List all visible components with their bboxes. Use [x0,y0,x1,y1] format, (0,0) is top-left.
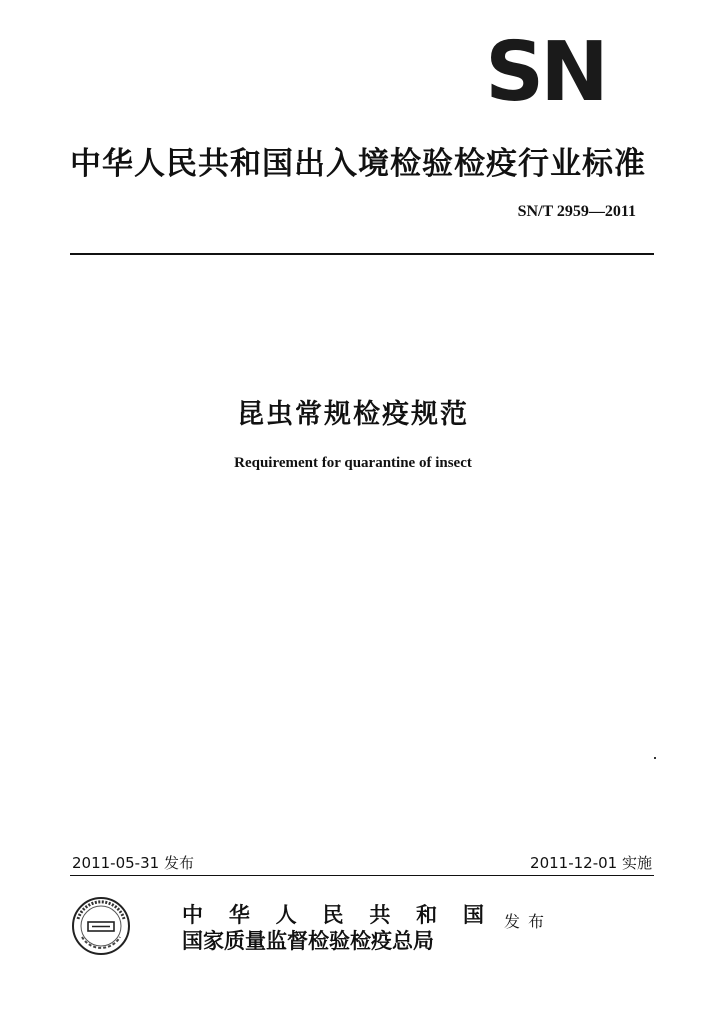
document-title-english: Requirement for quarantine of insect [234,455,472,471]
header-title: 中华人民共和国出入境检验检疫行业标准 [70,146,646,182]
sn-logo-text: SN [485,30,605,106]
top-divider [70,253,654,255]
implementation-date: 2011-12-01 实施 [530,854,652,872]
sn-logo [474,30,616,106]
issuer-country-char: 共 [369,902,391,927]
standard-number: SN/T 2959—2011 [517,203,636,220]
issuer-country-char: 国 [462,902,484,927]
scan-speck [654,757,656,759]
issuer-agency: 国家质量监督检验检疫总局 [182,928,434,953]
bottom-divider [70,875,654,876]
document-title-chinese: 昆虫常规检疫规范 [237,399,469,430]
official-seal-icon [70,895,132,957]
issuer-country-char: 华 [228,902,250,927]
issuer-country-char: 和 [416,902,438,927]
issuer-country-char: 民 [322,902,344,927]
issuer-country-char: 人 [275,902,297,927]
publish-label: 发布 [504,912,553,931]
issuer-country-char: 中 [182,902,203,927]
issue-date: 2011-05-31 发布 [72,854,194,872]
